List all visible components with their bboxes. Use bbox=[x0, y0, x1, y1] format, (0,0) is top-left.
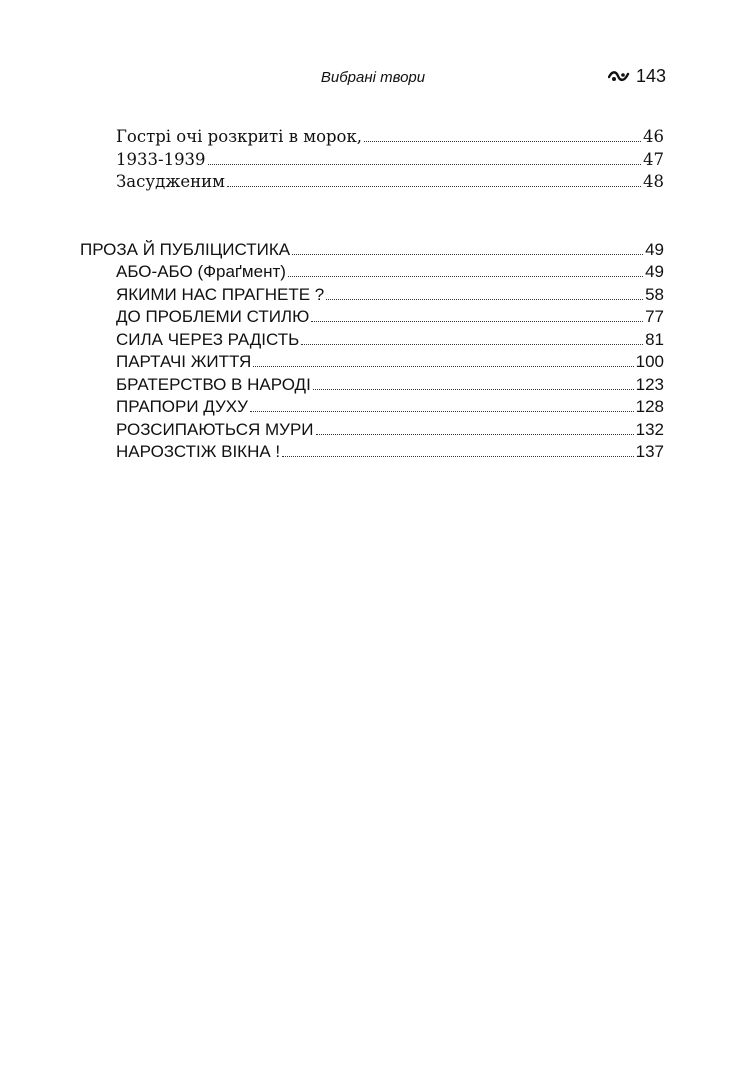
toc-entry-title: НАРОЗСТІЖ ВІКНА ! bbox=[116, 442, 281, 461]
toc-entry-page: 49 bbox=[645, 262, 664, 281]
toc-entry[interactable] bbox=[80, 171, 664, 194]
toc-entry-page: 128 bbox=[635, 397, 664, 416]
toc-entry-title: Засудженим bbox=[116, 172, 225, 191]
toc-section-title: ПРОЗА Й ПУБЛІЦИСТИКА bbox=[80, 239, 291, 259]
toc-entry-page: 132 bbox=[635, 419, 664, 439]
toc-entry-title: 1933-1939 bbox=[116, 149, 206, 169]
toc-entry-page: 77 bbox=[645, 307, 664, 326]
toc-entry-page: 100 bbox=[635, 352, 664, 371]
toc-entry-title: ЯКИМИ НАС ПРАГНЕТЕ ? bbox=[116, 284, 325, 304]
toc-entry-title: БРАТЕРСТВО В НАРОДІ bbox=[116, 374, 311, 394]
toc-section-heading[interactable] bbox=[80, 239, 664, 262]
toc-entry-page: 137 bbox=[635, 442, 664, 461]
dot-leader bbox=[313, 389, 634, 390]
toc-entry[interactable] bbox=[80, 284, 664, 307]
toc-entry[interactable] bbox=[80, 126, 664, 149]
toc-entry[interactable] bbox=[80, 396, 664, 419]
running-header bbox=[80, 66, 666, 90]
toc-entry-page: 46 bbox=[643, 127, 664, 146]
dot-leader bbox=[227, 186, 641, 187]
toc-entry-page: 81 bbox=[645, 329, 664, 349]
toc-entry-page: 48 bbox=[643, 172, 664, 191]
toc-entry-title: Гострі очі розкриті в морок, bbox=[116, 127, 363, 146]
dot-leader bbox=[288, 276, 643, 277]
toc-entry[interactable] bbox=[80, 149, 664, 172]
toc-entry[interactable] bbox=[80, 351, 664, 374]
toc-entry[interactable] bbox=[80, 419, 664, 442]
toc-entry-title: ДО ПРОБЛЕМИ СТИЛЮ bbox=[116, 307, 310, 326]
table-of-contents bbox=[80, 126, 664, 464]
dot-leader bbox=[250, 411, 634, 412]
toc-entry[interactable] bbox=[80, 374, 664, 397]
dot-leader bbox=[311, 321, 643, 322]
dot-leader bbox=[282, 456, 633, 457]
toc-entry-title: ПРАПОРИ ДУХУ bbox=[116, 397, 248, 416]
running-title: Вибрані твори bbox=[320, 69, 426, 86]
toc-entry[interactable] bbox=[80, 441, 664, 464]
toc-entry-page: 47 bbox=[643, 149, 664, 169]
toc-entry[interactable] bbox=[80, 329, 664, 352]
toc-section-page: 49 bbox=[645, 239, 664, 259]
dot-leader bbox=[292, 254, 643, 255]
dot-leader bbox=[316, 434, 634, 435]
dot-leader bbox=[208, 164, 641, 165]
toc-entry[interactable] bbox=[80, 261, 664, 284]
toc-entry-title: АБО-АБО (Фраґмент) bbox=[116, 262, 286, 281]
header-page-block bbox=[608, 66, 666, 87]
section-spacer bbox=[80, 194, 664, 239]
page-number: 143 bbox=[635, 66, 666, 86]
dot-leader bbox=[253, 366, 633, 367]
toc-entry-title: РОЗСИПАЮТЬСЯ МУРИ bbox=[116, 419, 314, 439]
toc-entry-title: СИЛА ЧЕРЕЗ РАДІСТЬ bbox=[116, 329, 300, 349]
toc-entry-title: ПАРТАЧІ ЖИТТЯ bbox=[116, 352, 252, 371]
toc-entry-page: 58 bbox=[645, 284, 664, 304]
dot-leader bbox=[326, 299, 643, 300]
toc-entry-page: 123 bbox=[635, 374, 664, 394]
fleuron-icon bbox=[608, 70, 630, 84]
dot-leader bbox=[364, 141, 641, 142]
dot-leader bbox=[301, 344, 643, 345]
toc-entry[interactable] bbox=[80, 306, 664, 329]
